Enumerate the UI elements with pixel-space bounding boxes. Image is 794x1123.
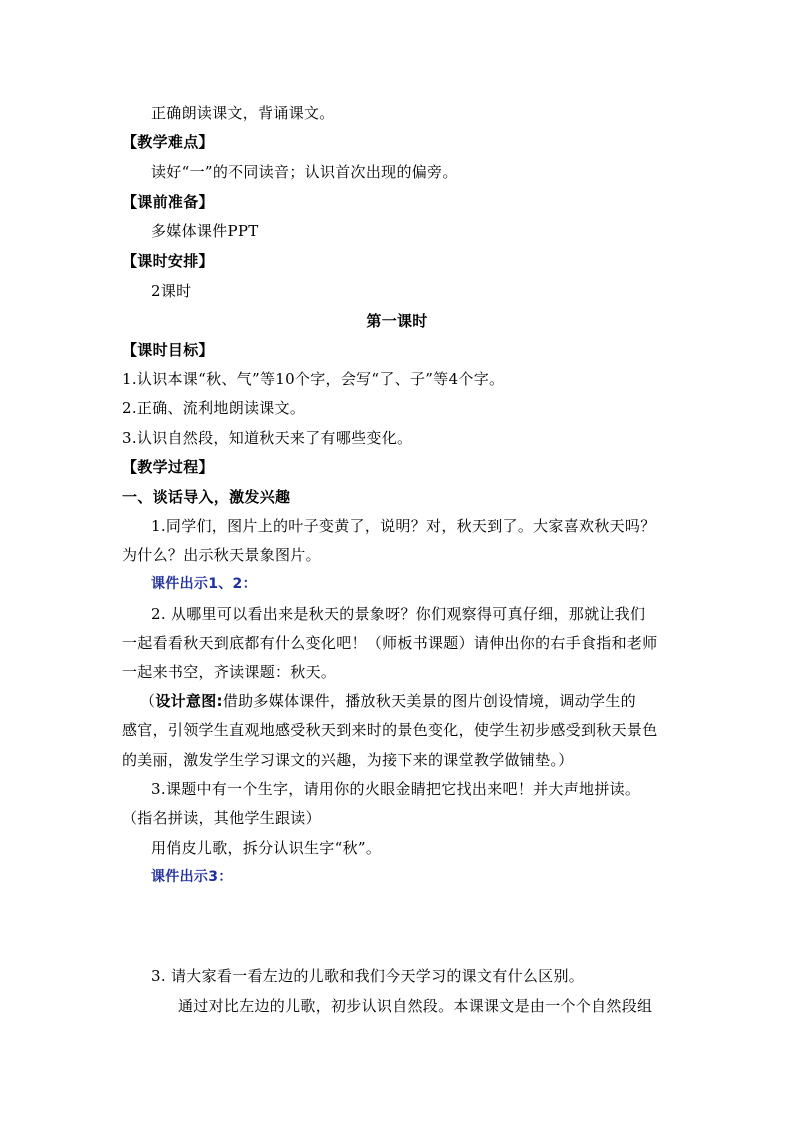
paragraph-text: 正确朗读课文，背诵课文。 — [151, 104, 335, 122]
design-intent-label: 设计意图: — [155, 692, 223, 710]
paragraph-text: 一起看看秋天到底都有什么变化吧！（师板书课题）请伸出你的右手食指和老师 — [122, 634, 658, 652]
goal-item: 2.正确、流利地朗读课文。 — [122, 399, 306, 417]
paragraph-text: 感官，引领学生直观地感受秋天到来时的景色变化，使学生初步感受到秋天景色 — [122, 721, 658, 739]
paragraph-text: 3.课题中有一个生字，请用你的火眼金睛把它找出来吧！并大声地拼读。 — [151, 780, 641, 798]
design-intent-text: 借助多媒体课件，播放秋天美景的图片创设情境，调动学生的 — [222, 692, 636, 710]
subsection-heading: 一、谈话导入，激发兴趣 — [122, 488, 291, 506]
paragraph-text: 通过对比左边的儿歌，初步认识自然段。本课课文是由一个个自然段组 — [178, 997, 653, 1015]
section-heading-teaching-process: 【教学过程】 — [122, 458, 214, 476]
paragraph-text: 为什么？出示秋天景象图片。 — [122, 546, 321, 564]
paragraph-text: 2课时 — [151, 282, 192, 300]
paragraph-text: 读好“一”的不同读音；认识首次出现的偏旁。 — [151, 163, 458, 181]
paragraph-text: 用俏皮儿歌，拆分认识生字“秋”。 — [151, 839, 382, 857]
goal-item: 1.认识本课“秋、气”等10个字，会写“了、子”等4个字。 — [122, 370, 505, 388]
courseware-label: 课件出示3： — [151, 869, 233, 885]
paragraph-text: （指名拼读，其他学生跟读） — [122, 809, 321, 827]
paragraph-text: 一起来书空，齐读课题：秋天。 — [122, 663, 337, 681]
courseware-label: 课件出示1、2： — [151, 576, 257, 592]
paragraph-text: 2. 从哪里可以看出来是秋天的景象呀？你们观察得可真仔细，那就让我们 — [151, 605, 646, 623]
section-heading-lesson-goals: 【课时目标】 — [122, 341, 214, 359]
section-heading-teaching-difficulty: 【教学难点】 — [122, 133, 214, 151]
goal-item: 3.认识自然段，知道秋天来了有哪些变化。 — [122, 429, 413, 447]
section-heading-preparation: 【课前准备】 — [122, 193, 214, 211]
paragraph-text: 多媒体课件PPT — [151, 222, 259, 240]
section-heading-schedule: 【课时安排】 — [122, 252, 214, 270]
paragraph-text: 3. 请大家看一看左边的儿歌和我们今天学习的课文有什么区别。 — [151, 967, 585, 985]
paragraph-text: 1.同学们，图片上的叶子变黄了，说明？对，秋天到了。大家喜欢秋天吗？ — [151, 517, 656, 535]
lesson-title: 第一课时 — [366, 312, 428, 330]
design-intent-paragraph — [140, 691, 636, 711]
paragraph-text: 的美丽，激发学生学习课文的兴趣，为接下来的课堂教学做铺垫。） — [122, 751, 574, 769]
paren-open: （ — [140, 692, 156, 710]
